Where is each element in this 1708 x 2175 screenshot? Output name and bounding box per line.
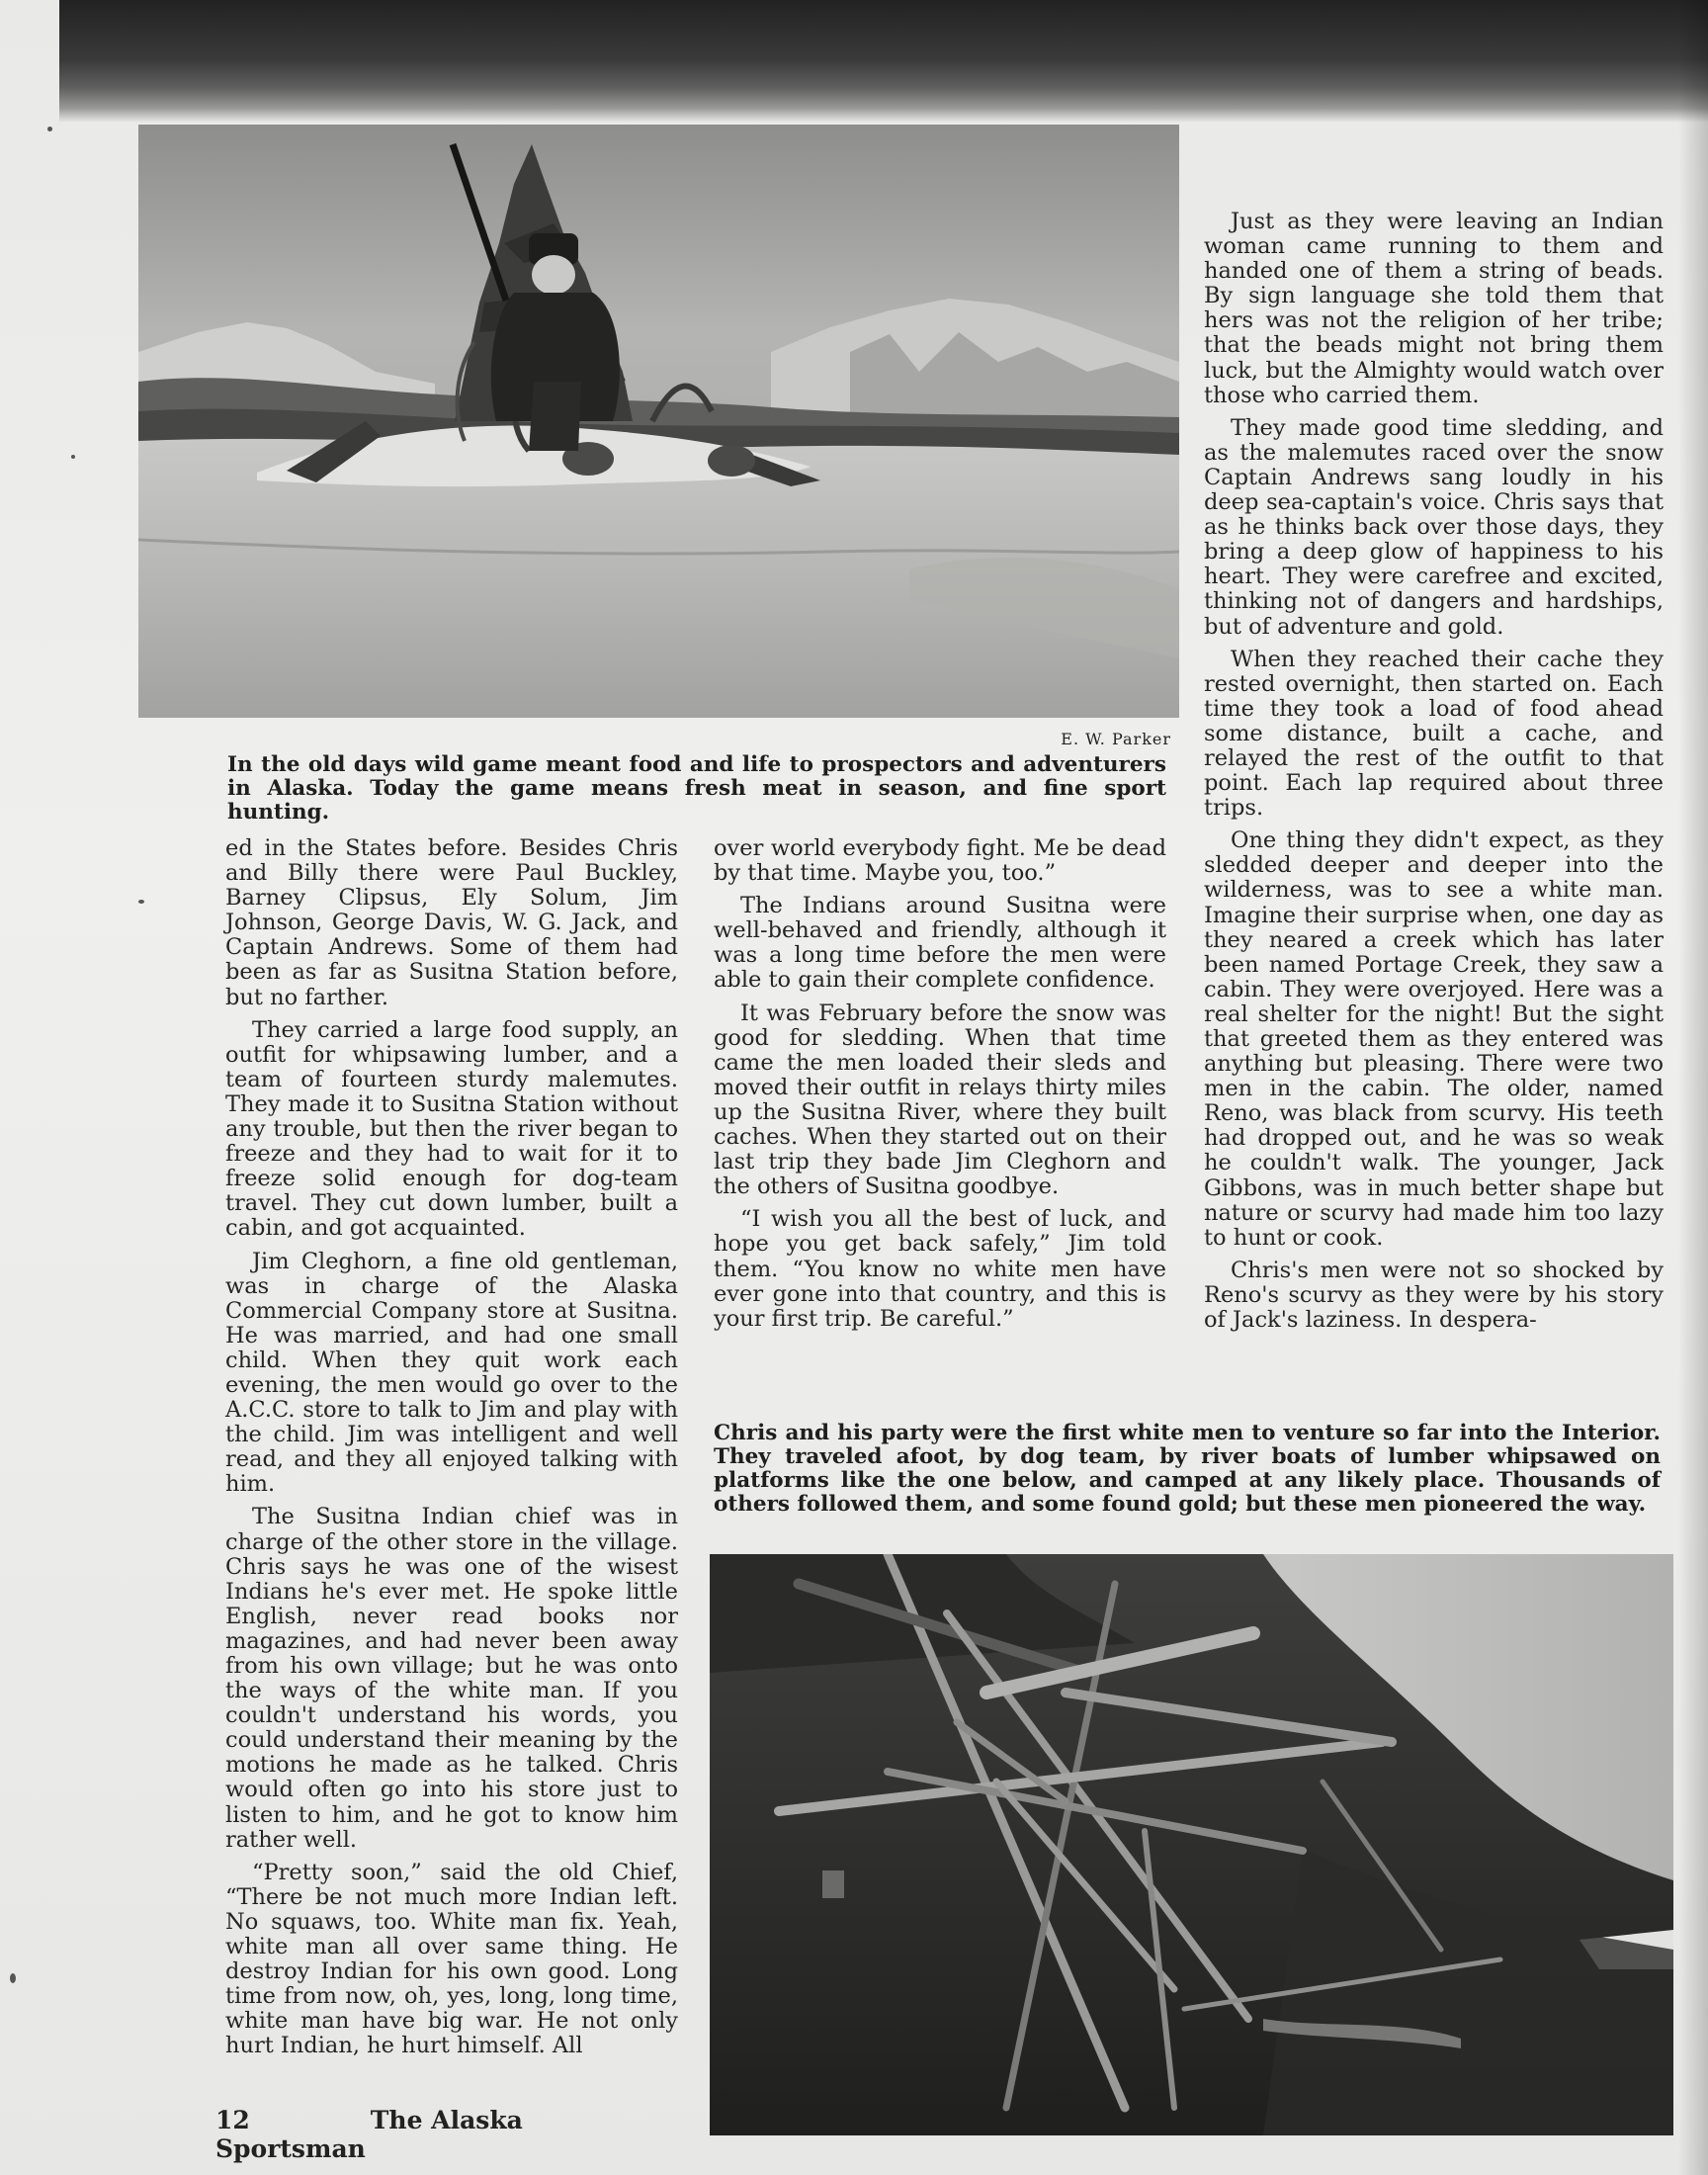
cache-photo-image (710, 1554, 1673, 2135)
cache-photo (710, 1554, 1673, 2135)
margin-dot (71, 455, 75, 459)
paragraph: They made good time sledding, and as the malemutes raced over the snow Captain Andrews sang loudly in his deep sea-captain's voice. Chris says that as he thinks back over those days, they bring a deep glow of happiness to his heart. They were carefree and excited, thinking not of dangers and hardships, but of adventure and gold. (1204, 414, 1664, 640)
hunter-photo (138, 125, 1179, 718)
paragraph: Chris's men were not so shocked by Reno's scurvy as they were by his story of Jack's laziness. In despera- (1204, 1257, 1664, 1334)
photo-caption-cache: Chris and his party were the first white men to venture so far into the Interior. They traveled afoot, by dog team, by river boats of lumber whipsawed on platforms like the one below, and camped at any likely place. Thousands of others followed them, and some found gold; but these men pioneered the way. (714, 1421, 1661, 1517)
photo-credit: E. W. Parker (1061, 730, 1171, 748)
margin-dot (138, 900, 144, 904)
paragraph: over world everybody fight. Me be dead by that time. Maybe you, too.” (714, 835, 1166, 887)
paragraph: The Susitna Indian chief was in charge of the other store in the village. Chris says he was one of the wisest Indians he's ever met. He spoke little English, never read books nor magazines, and had never been away from his own village; but he was onto the ways of the white man. If you couldn't understand his words, you could understand their meaning by the motions he made as he talked. Chris would often go into his store just to listen to him, and he got to know him rather well. (225, 1504, 678, 1853)
paragraph: When they reached their cache they rested overnight, then started on. Each time they took a load of food ahead some distance, built a cache, and relayed the rest of the outfit to that point. Each lap required about three trips. (1204, 646, 1664, 822)
article-column-1 (225, 836, 678, 2067)
margin-dot (10, 1973, 16, 1983)
article-column-3 (1204, 210, 1664, 1341)
article-column-2 (714, 836, 1166, 1340)
paragraph: Just as they were leaving an Indian woman came running to them and handed one of them a string of beads. By sign language she told them that hers was not the religion of her tribe; that the beads might not bring them luck, but the Almighty would watch over those who carried them. (1204, 209, 1664, 408)
paragraph: The Indians around Susitna were well-behaved and friendly, although it was a long time before the men were able to gain their complete confidence. (714, 893, 1166, 994)
paragraph: “I wish you all the best of luck, and hope you get back safely,” Jim told them. “You know no white men have ever gone into that country, and this is your first trip. Be careful.” (714, 1206, 1166, 1332)
page-footer (215, 2106, 680, 2163)
margin-dot (47, 127, 52, 131)
hunter-photo-image (138, 125, 1179, 718)
scan-top-shadow (59, 0, 1708, 109)
paragraph: Jim Cleghorn, a fine old gentleman, was in charge of the Alaska Commercial Company store at Susitna. He was married, and had one small child. When they quit work each evening, the men would go over to the A.C.C. store to talk to Jim and play with the child. Jim was intelligent and well read, and they all enjoyed talking with him. (225, 1248, 678, 1498)
paragraph: One thing they didn't expect, as they sledded deeper and deeper into the wilderness, was to see a white man. Imagine their surprise when, one day as they neared a creek which has later been named Portage Creek, they saw a cabin. They were overjoyed. Here was a real shelter for the night! But the sight that greeted them as they entered was anything but pleasing. There were two men in the cabin. The older, named Reno, was black from scurvy. His teeth had dropped out, and he was so weak he couldn't walk. The younger, Jack Gibbons, was in much better shape but nature or scurvy had made him too lazy to hunt or cook. (1204, 827, 1664, 1251)
paragraph: ed in the States before. Besides Chris and Billy there were Paul Buckley, Barney Clipsus, Ely Solum, Jim Johnson, George Davis, W. G. Jack, and Captain Andrews. Some of them had been as far as Susitna Station before, but no farther. (225, 835, 678, 1010)
scan-right-shadow (1678, 0, 1708, 2175)
paragraph: They carried a large food supply, an outfit for whipsawing lumber, and a team of fourteen sturdy malemutes. They made it to Susitna Station without any trouble, but then the river began to freeze and they had to wait for it to freeze solid enough for dog-team travel. They cut down lumber, built a cabin, and got acquainted. (225, 1016, 678, 1242)
page-number: 12 (215, 2106, 250, 2134)
paragraph: “Pretty soon,” said the old Chief, “There be not much more Indian left. No squaws, too. White man fix. Yeah, white man all over same thing. He destroy Indian for his own good. Long time from now, oh, yes, long, long time, white man have big war. He not only hurt Indian, he hurt himself. All (225, 1859, 678, 2059)
paragraph: It was February before the snow was good for sledding. When that time came the men loaded their sleds and moved their outfit in relays thirty miles up the Susitna River, where they built caches. When they started out on their last trip they bade Jim Cleghorn and the others of Susitna goodbye. (714, 1000, 1166, 1200)
photo-caption-top: In the old days wild game meant food and life to prospectors and adventurers in Alaska. Today the game means fresh meat in season, and fine sport hunting. (227, 752, 1166, 825)
publication-name: The Alaska Sportsman (215, 2106, 523, 2163)
